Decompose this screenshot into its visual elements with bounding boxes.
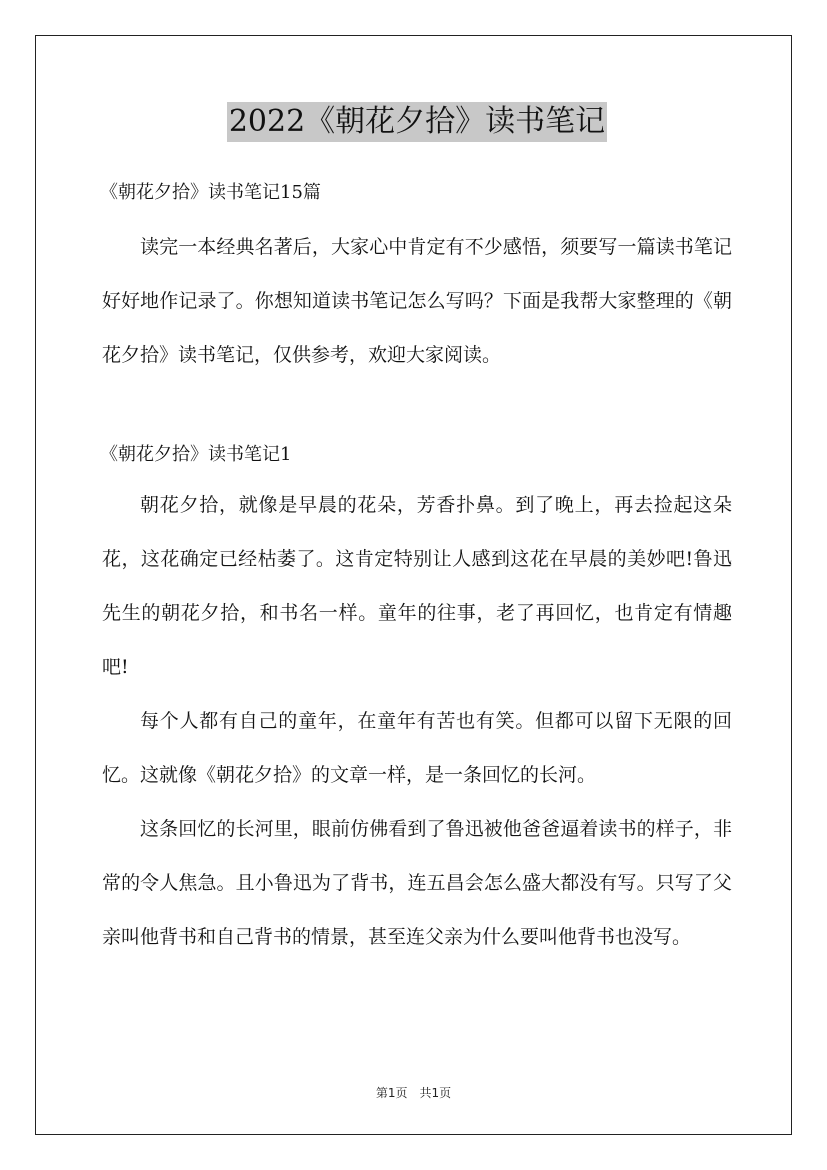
page-number-total: 共1页: [419, 1086, 452, 1100]
document-body: [102, 90, 732, 964]
section-heading: 《朝花夕拾》读书笔记1: [100, 444, 292, 465]
body-paragraph: 这条回忆的长河里，眼前仿佛看到了鲁迅被他爸爸逼着读书的样子，非常的令人焦急。且小鲁迅为了背书，连五昌会怎么盛大都没有写。只写了父亲叫他背书和自己背书的情景，甚至连父亲为什么要叫他背书也没写。: [102, 818, 732, 948]
title-wrap: [102, 102, 732, 148]
document-subtitle: 《朝花夕拾》读书笔记15篇: [100, 182, 321, 203]
document-title: 2022《朝花夕拾》读书笔记: [227, 102, 607, 142]
body-paragraph: 朝花夕拾，就像是早晨的花朵，芳香扑鼻。到了晚上，再去捡起这朵花，这花确定已经枯萎了。这肯定特别让人感到这花在早晨的美妙吧!鲁迅先生的朝花夕拾，和书名一样。童年的往事，老了再回忆，也肯定有情趣吧!: [102, 494, 732, 678]
intro-paragraph: 读完一本经典名著后，大家心中肯定有不少感悟，须要写一篇读书笔记好好地作记录了。你想知道读书笔记怎么写吗？下面是我帮大家整理的《朝花夕拾》读书笔记，仅供参考，欢迎大家阅读。: [102, 236, 732, 366]
page-number-current: 第1页: [375, 1086, 408, 1100]
page-footer: [0, 1084, 827, 1101]
body-paragraph: 每个人都有自己的童年，在童年有苦也有笑。但都可以留下无限的回忆。这就像《朝花夕拾》的文章一样，是一条回忆的长河。: [102, 710, 732, 786]
